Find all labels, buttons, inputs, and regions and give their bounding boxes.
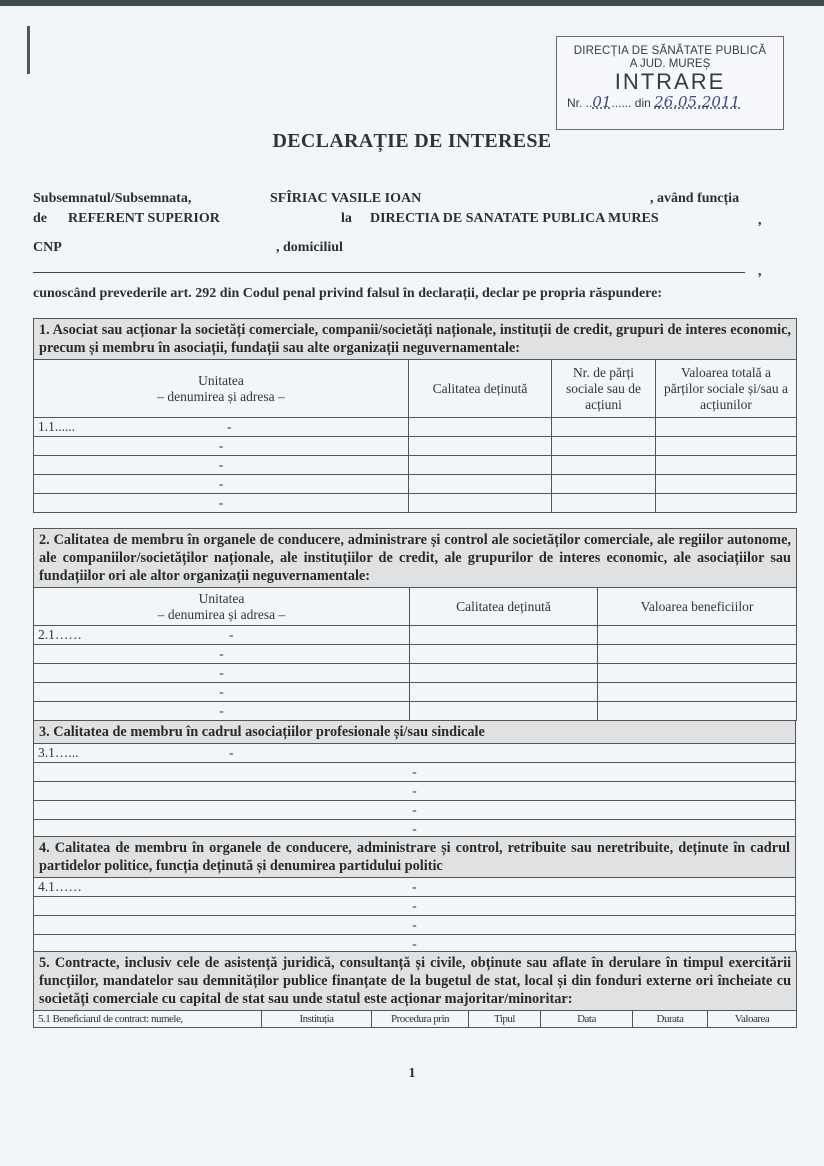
row-cell[interactable]: [410, 626, 598, 645]
col-valoarea: Valoarea totală a părților sociale și/sau a acțiunilor: [656, 360, 797, 418]
row-cell[interactable]: -: [34, 916, 796, 935]
col-procedura: Procedura prin: [372, 1011, 469, 1028]
row-cell[interactable]: -: [34, 820, 796, 839]
row-cell[interactable]: [656, 456, 797, 475]
row-cell[interactable]: [552, 437, 656, 456]
table-row: [34, 801, 796, 820]
col-unitatea: [34, 588, 410, 626]
declaration-statement: cunoscând prevederile art. 292 din Codul penal privind falsul în declarații, declar pe propria răspundere:: [33, 286, 663, 301]
stamp-county: A JUD. MUREȘ: [629, 58, 711, 70]
comma: ,: [758, 264, 762, 279]
col-durata: Durata: [633, 1011, 708, 1028]
section-4-table: [33, 836, 796, 954]
table-row: [34, 437, 797, 456]
table-row: [34, 878, 796, 897]
row-cell[interactable]: [409, 494, 552, 513]
col-unitatea-sub: – denumirea și adresa –: [157, 606, 286, 622]
margin-mark: [27, 26, 30, 74]
avand-functia-label: , având funcția: [650, 191, 740, 206]
row-cell[interactable]: -: [34, 645, 410, 664]
section-5-heading: 5. Contracte, inclusiv cele de asistență juridică, consultanță și civile, obținute sau aflate în derulare în timpul exercitării funcțiilor, mandatelor sau demnităților publice finanțate de la bugetul de stat, local și din fonduri externe ori încheiate cu societăți comerciale cu capital de stat sau unde statul este acționar majoritar/minoritar:: [34, 952, 797, 1011]
row-cell[interactable]: -: [34, 702, 410, 721]
row-cell[interactable]: -: [34, 763, 796, 782]
row-cell[interactable]: -: [34, 683, 410, 702]
col-beneficiar: 5.1 Beneficiarul de contract: numele,: [34, 1011, 262, 1028]
table-row: [34, 897, 796, 916]
row-cell[interactable]: [656, 475, 797, 494]
section-3-heading: 3. Calitatea de membru în cadrul asociațiilor profesionale și/sau sindicale: [34, 721, 796, 744]
declarant-name: SFÎRIAC VASILE IOAN: [270, 191, 422, 206]
section-4-heading: 4. Calitatea de membru în organele de conducere, administrare și control, retribuite sau neretribuite, deținute în cadrul partidelor politice, funcția deținută și denumirea partidului politic: [34, 837, 796, 878]
row-number: 2.1……: [38, 627, 82, 642]
col-institutia: Instituția: [262, 1011, 372, 1028]
registration-stamp: [556, 36, 784, 130]
row-cell[interactable]: -: [34, 437, 409, 456]
row-cell[interactable]: [552, 418, 656, 437]
col-valoarea-beneficiilor: Valoarea beneficiilor: [598, 588, 797, 626]
address-line: [33, 272, 745, 273]
section-3-table: [33, 720, 796, 839]
row-cell[interactable]: [34, 878, 796, 897]
de-label: de: [33, 211, 47, 226]
declarant-function: REFERENT SUPERIOR: [68, 211, 220, 226]
col-calitatea: Calitatea deținută: [410, 588, 598, 626]
stamp-nr-value: 01: [592, 93, 612, 111]
table-row: [34, 494, 797, 513]
row-cell[interactable]: [598, 626, 797, 645]
stamp-date-value: 26.05.2011: [654, 93, 741, 111]
table-row: [34, 456, 797, 475]
row-cell[interactable]: [552, 456, 656, 475]
row-value: -: [229, 745, 234, 760]
row-cell[interactable]: [552, 475, 656, 494]
table-row: [34, 475, 797, 494]
table-row: [34, 916, 796, 935]
page-number: 1: [408, 1066, 416, 1081]
row-cell[interactable]: [409, 437, 552, 456]
row-cell[interactable]: [34, 626, 410, 645]
col-unitatea-label: Unitatea: [198, 372, 244, 388]
row-cell[interactable]: -: [34, 782, 796, 801]
col-unitatea: [34, 360, 409, 418]
page-title: DECLARAȚIE DE INTERESE: [272, 130, 552, 152]
row-cell[interactable]: [598, 664, 797, 683]
row-cell[interactable]: -: [34, 801, 796, 820]
stamp-intrare: INTRARE: [614, 69, 726, 94]
row-cell[interactable]: [598, 645, 797, 664]
row-cell[interactable]: -: [34, 494, 409, 513]
la-label: la: [341, 211, 352, 226]
col-valoarea: Valoarea: [708, 1011, 797, 1028]
row-cell[interactable]: [409, 456, 552, 475]
row-cell[interactable]: [598, 702, 797, 721]
col-calitatea: Calitatea deținută: [409, 360, 552, 418]
table-row: [34, 763, 796, 782]
section-2-table: [33, 528, 797, 721]
section-1-heading: 1. Asociat sau acționar la societăți comerciale, companii/societăți naționale, instituții de credit, grupuri de interes economic, precum și membru în asociații, fundații sau alte organizații neguvernamentale:: [34, 319, 797, 360]
row-cell[interactable]: [598, 683, 797, 702]
row-cell[interactable]: [656, 437, 797, 456]
table-row: [34, 782, 796, 801]
table-row: [34, 702, 797, 721]
col-tipul: Tipul: [469, 1011, 541, 1028]
declarant-institution: DIRECTIA DE SANATATE PUBLICA MURES: [370, 211, 659, 226]
row-number: 3.1…...: [38, 745, 79, 760]
row-cell[interactable]: [34, 744, 796, 763]
row-number: 4.1……: [38, 879, 82, 894]
row-cell[interactable]: [410, 645, 598, 664]
table-row: [34, 683, 797, 702]
stamp-din-label: din: [634, 96, 651, 110]
row-cell[interactable]: [656, 494, 797, 513]
stamp-institution: DIRECȚIA DE SĂNĂTATE PUBLICĂ: [573, 45, 767, 57]
col-unitatea-label: Unitatea: [198, 590, 245, 606]
domiciliul-label: , domiciliul: [276, 240, 343, 255]
row-cell[interactable]: -: [34, 664, 410, 683]
row-value: -: [227, 419, 232, 434]
table-row: [34, 645, 797, 664]
stamp-nr-label: Nr.: [567, 96, 583, 110]
stamp-registration-line: Nr. ..01...... din 26.05.2011: [567, 93, 741, 111]
row-cell[interactable]: [656, 418, 797, 437]
row-cell[interactable]: [410, 664, 598, 683]
row-cell[interactable]: -: [34, 475, 409, 494]
col-data: Data: [541, 1011, 633, 1028]
row-cell[interactable]: [410, 702, 598, 721]
scan-top-edge: [0, 0, 824, 6]
table-row: [34, 744, 796, 763]
comma: ,: [758, 213, 762, 228]
row-cell[interactable]: -: [34, 897, 796, 916]
section-5-table: [33, 951, 797, 1028]
row-cell[interactable]: -: [34, 935, 796, 954]
row-cell[interactable]: [409, 418, 552, 437]
section-2-heading: 2. Calitatea de membru în organele de conducere, administrare și control ale societăților comerciale, ale regiilor autonome, ale companiilor/societăților naționale, ale instituțiilor de credit, ale grupurilor de interes economic, ale asociațiilor sau fundațiilor ori ale altor organizații neguvernamentale:: [34, 529, 797, 588]
row-cell[interactable]: [552, 494, 656, 513]
table-row: [34, 664, 797, 683]
section-1-table: [33, 318, 797, 513]
row-cell[interactable]: [34, 418, 409, 437]
row-cell[interactable]: [410, 683, 598, 702]
col-nr-parti: Nr. de părți sociale sau de acțiuni: [552, 360, 656, 418]
section-5-header-row: [34, 1011, 797, 1028]
table-row: [34, 626, 797, 645]
row-value: -: [229, 627, 234, 642]
row-number: 1.1......: [38, 419, 76, 434]
table-row: [34, 418, 797, 437]
col-unitatea-sub: – denumirea și adresa –: [157, 388, 285, 404]
row-value: -: [412, 879, 417, 894]
cnp-label: CNP: [33, 240, 62, 255]
row-cell[interactable]: -: [34, 456, 409, 475]
row-cell[interactable]: [409, 475, 552, 494]
subsemnatul-label: Subsemnatul/Subsemnata,: [33, 191, 192, 206]
